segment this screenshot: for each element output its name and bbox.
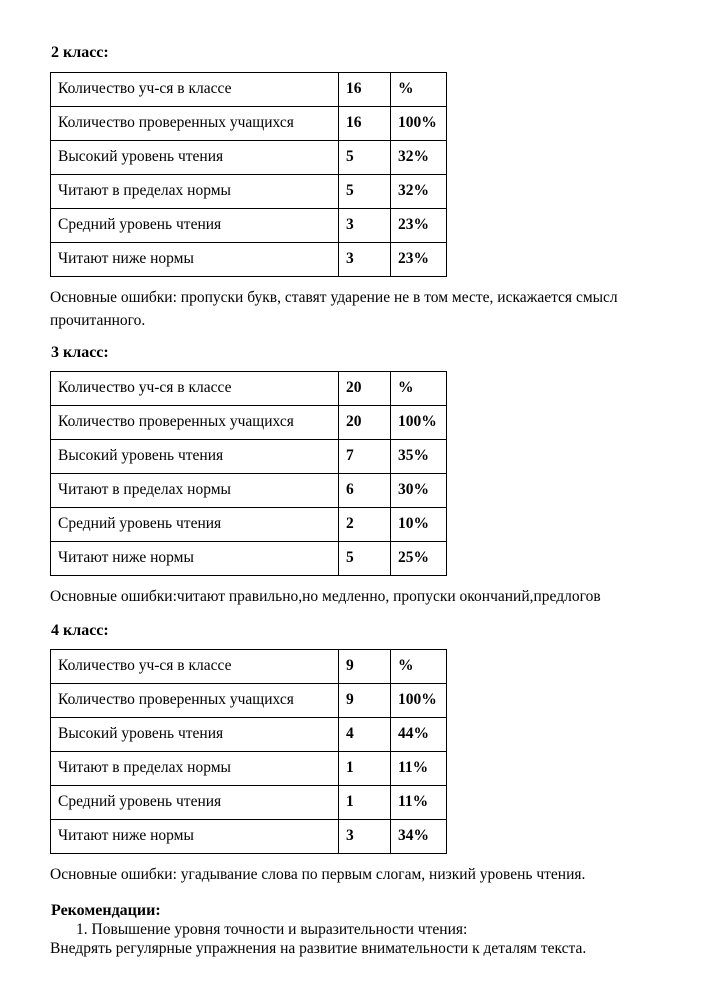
- section-note-grade-3: Основные ошибки:читают правильно,но медленно, пропуски окончаний,предлогов: [50, 588, 601, 605]
- table-row: [51, 406, 447, 440]
- table-row: [51, 141, 447, 175]
- row-count: 5: [339, 141, 391, 175]
- table-row: [51, 372, 447, 406]
- row-label: Средний уровень чтения: [51, 209, 339, 243]
- table-row: [51, 209, 447, 243]
- row-label: Высокий уровень чтения: [51, 718, 339, 752]
- row-percent: 11%: [391, 752, 447, 786]
- section-heading-grade-2: 2 класс:: [51, 44, 109, 61]
- table-row: [51, 718, 447, 752]
- row-percent: 35%: [391, 440, 447, 474]
- row-label: Читают ниже нормы: [51, 542, 339, 576]
- row-count: 5: [339, 542, 391, 576]
- table-row: [51, 73, 447, 107]
- row-percent: 100%: [391, 406, 447, 440]
- row-count: 2: [339, 508, 391, 542]
- row-percent: 44%: [391, 718, 447, 752]
- table-row: [51, 752, 447, 786]
- row-count: 7: [339, 440, 391, 474]
- row-percent: 100%: [391, 684, 447, 718]
- row-label: Средний уровень чтения: [51, 786, 339, 820]
- section-note-grade-2: Основные ошибки: пропуски букв, ставят ударение не в том месте, искажается смысл прочитанного.: [50, 289, 618, 329]
- row-count: 4: [339, 718, 391, 752]
- row-count: 20: [339, 372, 391, 406]
- section-heading-grade-4: 4 класс:: [51, 622, 109, 639]
- table-row: [51, 474, 447, 508]
- table-row: [51, 243, 447, 277]
- recommendations-title: Рекомендации:: [51, 902, 161, 919]
- row-percent: %: [391, 73, 447, 107]
- row-percent: 23%: [391, 209, 447, 243]
- row-count: 16: [339, 73, 391, 107]
- table-row: [51, 820, 447, 854]
- table-row: [51, 542, 447, 576]
- row-label: Количество проверенных учащихся: [51, 406, 339, 440]
- results-table-grade-2: [50, 72, 447, 277]
- row-percent: 10%: [391, 508, 447, 542]
- row-count: 9: [339, 650, 391, 684]
- row-count: 6: [339, 474, 391, 508]
- row-label: Количество уч-ся в классе: [51, 372, 339, 406]
- row-percent: 25%: [391, 542, 447, 576]
- table-row: [51, 650, 447, 684]
- row-percent: 32%: [391, 175, 447, 209]
- table-row: [51, 107, 447, 141]
- row-label: Читают ниже нормы: [51, 820, 339, 854]
- row-count: 5: [339, 175, 391, 209]
- row-label: Количество проверенных учащихся: [51, 684, 339, 718]
- row-label: Читают в пределах нормы: [51, 752, 339, 786]
- results-table-grade-4: [50, 649, 447, 854]
- row-label: Высокий уровень чтения: [51, 440, 339, 474]
- table-row: [51, 508, 447, 542]
- row-percent: %: [391, 372, 447, 406]
- row-percent: 32%: [391, 141, 447, 175]
- section-heading-grade-3: 3 класс:: [51, 344, 109, 361]
- row-label: Средний уровень чтения: [51, 508, 339, 542]
- row-percent: 34%: [391, 820, 447, 854]
- row-percent: 100%: [391, 107, 447, 141]
- row-count: 16: [339, 107, 391, 141]
- row-label: Количество проверенных учащихся: [51, 107, 339, 141]
- row-label: Высокий уровень чтения: [51, 141, 339, 175]
- section-note-grade-4: Основные ошибки: угадывание слова по первым слогам, низкий уровень чтения.: [50, 866, 586, 883]
- recommendation-item: 1. Повышение уровня точности и выразительности чтения:: [76, 921, 468, 938]
- row-percent: 11%: [391, 786, 447, 820]
- row-percent: %: [391, 650, 447, 684]
- row-count: 3: [339, 243, 391, 277]
- row-percent: 23%: [391, 243, 447, 277]
- row-count: 1: [339, 752, 391, 786]
- table-row: [51, 786, 447, 820]
- table-row: [51, 440, 447, 474]
- row-count: 20: [339, 406, 391, 440]
- recommendation-text: Внедрять регулярные упражнения на развитие внимательности к деталям текста.: [50, 940, 587, 957]
- row-percent: 30%: [391, 474, 447, 508]
- results-table-grade-3: [50, 371, 447, 576]
- row-label: Читают в пределах нормы: [51, 175, 339, 209]
- row-label: Количество уч-ся в классе: [51, 650, 339, 684]
- row-label: Количество уч-ся в классе: [51, 73, 339, 107]
- row-count: 9: [339, 684, 391, 718]
- table-row: [51, 684, 447, 718]
- row-count: 3: [339, 820, 391, 854]
- table-row: [51, 175, 447, 209]
- row-count: 1: [339, 786, 391, 820]
- row-label: Читают ниже нормы: [51, 243, 339, 277]
- row-count: 3: [339, 209, 391, 243]
- row-label: Читают в пределах нормы: [51, 474, 339, 508]
